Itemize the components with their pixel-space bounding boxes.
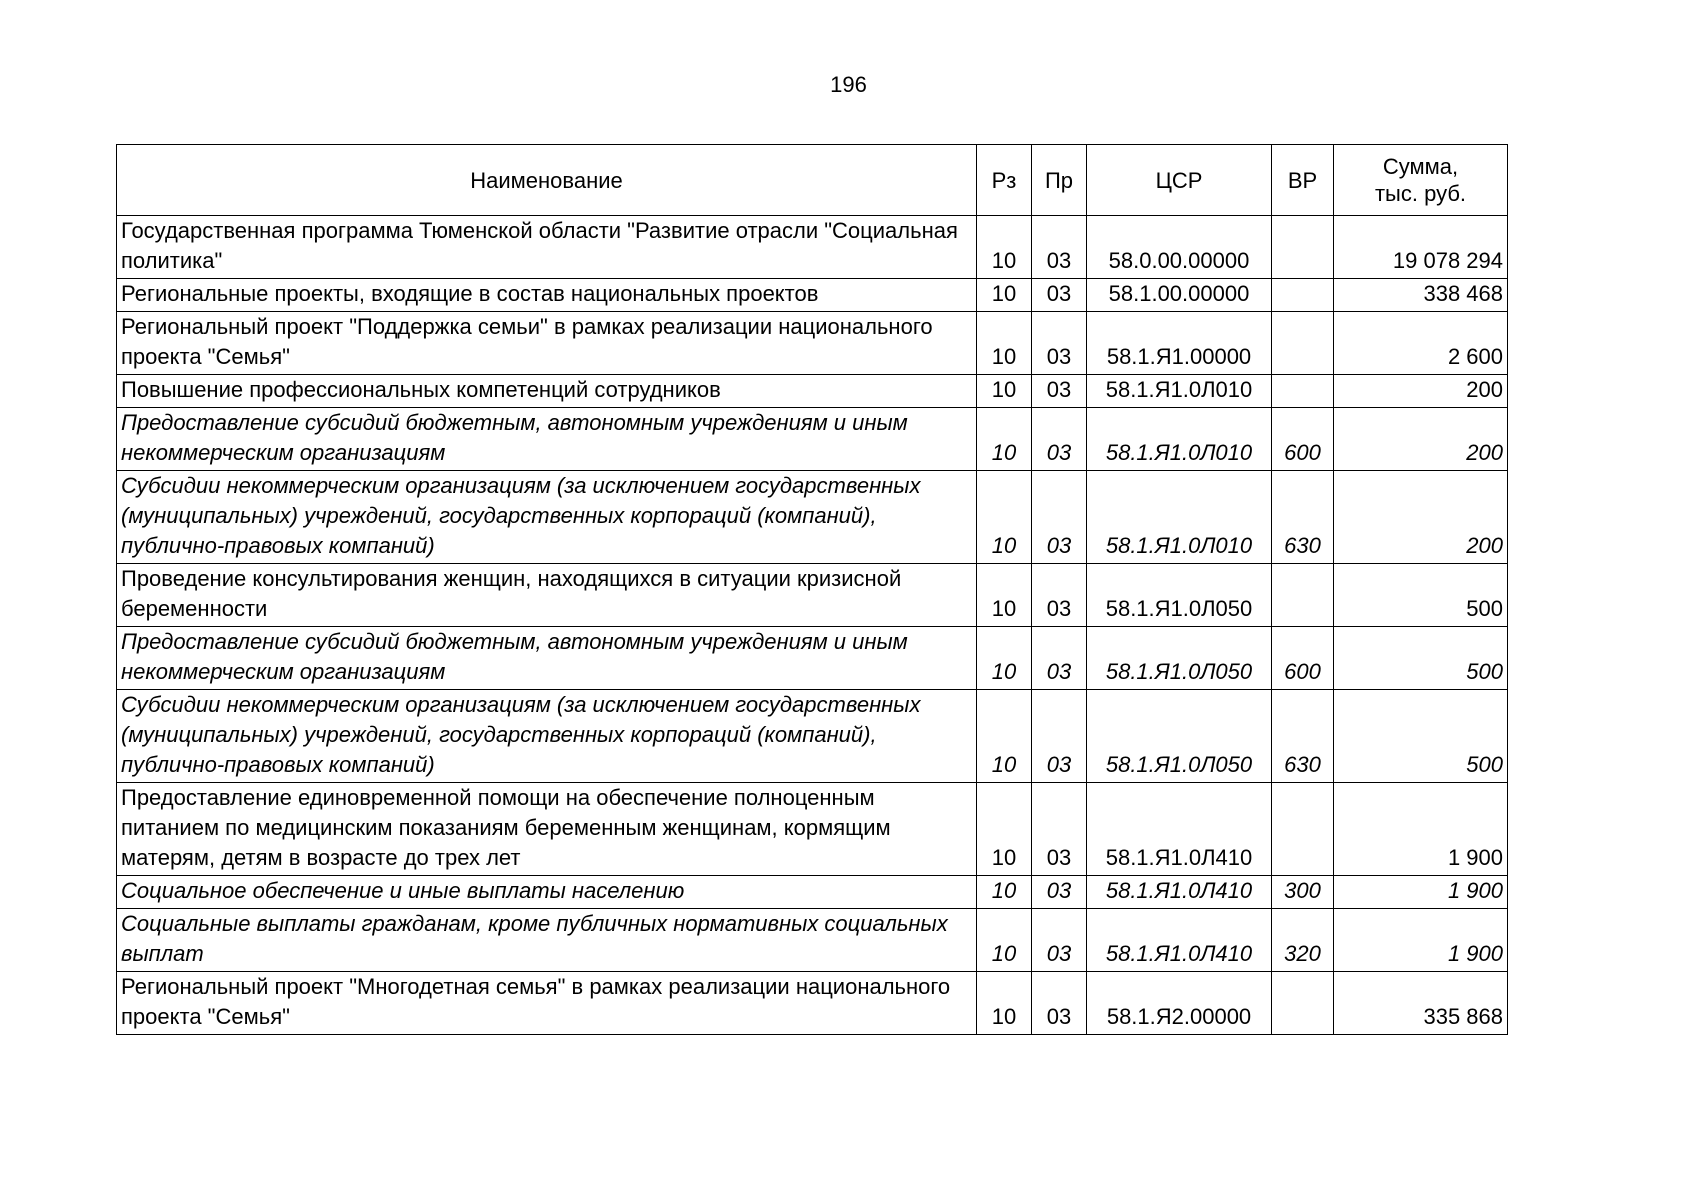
cell-sum: 200 — [1334, 471, 1508, 564]
cell-rz: 10 — [977, 216, 1032, 279]
cell-name: Повышение профессиональных компетенций сотрудников — [117, 375, 977, 408]
cell-sum: 500 — [1334, 690, 1508, 783]
cell-csr: 58.1.Я1.0Л050 — [1087, 690, 1272, 783]
cell-vr: 320 — [1272, 909, 1334, 972]
header-name: Наименование — [117, 145, 977, 216]
cell-csr: 58.1.Я1.0Л010 — [1087, 375, 1272, 408]
cell-name: Проведение консультирования женщин, находящихся в ситуации кризисной беременности — [117, 564, 977, 627]
header-sum-line2: тыс. руб. — [1374, 181, 1467, 206]
header-csr: ЦСР — [1087, 145, 1272, 216]
table-row — [117, 408, 1508, 471]
header-sum-line1: Сумма, — [1382, 154, 1459, 179]
table-header-row — [117, 145, 1508, 216]
table-row — [117, 972, 1508, 1035]
cell-csr: 58.1.Я1.0Л410 — [1087, 909, 1272, 972]
table-row — [117, 783, 1508, 876]
cell-sum: 335 868 — [1334, 972, 1508, 1035]
cell-sum: 1 900 — [1334, 876, 1508, 909]
budget-table — [116, 144, 1508, 1035]
cell-rz: 10 — [977, 408, 1032, 471]
table-body — [117, 216, 1508, 1035]
cell-sum: 1 900 — [1334, 783, 1508, 876]
cell-vr — [1272, 216, 1334, 279]
table-row — [117, 216, 1508, 279]
cell-name: Предоставление единовременной помощи на обеспечение полноценным питанием по медицинским показаниям беременным женщинам, кормящим матерям, детям в возрасте до трех лет — [117, 783, 977, 876]
cell-rz: 10 — [977, 783, 1032, 876]
table-row — [117, 471, 1508, 564]
cell-rz: 10 — [977, 279, 1032, 312]
table-row — [117, 876, 1508, 909]
cell-sum: 200 — [1334, 375, 1508, 408]
cell-name: Субсидии некоммерческим организациям (за исключением государственных (муниципальных) учреждений, государственных корпораций (компаний), публично-правовых компаний) — [117, 690, 977, 783]
cell-vr — [1272, 972, 1334, 1035]
cell-csr: 58.1.Я1.0Л050 — [1087, 564, 1272, 627]
cell-vr — [1272, 564, 1334, 627]
cell-name: Региональный проект "Многодетная семья" в рамках реализации национального проекта "Семья" — [117, 972, 977, 1035]
header-vr: ВР — [1272, 145, 1334, 216]
table-row — [117, 375, 1508, 408]
cell-sum: 19 078 294 — [1334, 216, 1508, 279]
table-row — [117, 312, 1508, 375]
cell-pr: 03 — [1032, 312, 1087, 375]
cell-name: Предоставление субсидий бюджетным, автономным учреждениям и иным некоммерческим организациям — [117, 627, 977, 690]
table-row — [117, 690, 1508, 783]
table-row — [117, 909, 1508, 972]
cell-rz: 10 — [977, 909, 1032, 972]
table-row — [117, 627, 1508, 690]
cell-pr: 03 — [1032, 876, 1087, 909]
cell-vr: 630 — [1272, 471, 1334, 564]
cell-vr: 630 — [1272, 690, 1334, 783]
cell-rz: 10 — [977, 876, 1032, 909]
cell-name: Предоставление субсидий бюджетным, автономным учреждениям и иным некоммерческим организациям — [117, 408, 977, 471]
page-number: 196 — [830, 72, 867, 97]
cell-sum: 1 900 — [1334, 909, 1508, 972]
cell-sum: 500 — [1334, 564, 1508, 627]
cell-pr: 03 — [1032, 783, 1087, 876]
cell-rz: 10 — [977, 375, 1032, 408]
cell-csr: 58.1.Я1.0Л410 — [1087, 876, 1272, 909]
cell-pr: 03 — [1032, 375, 1087, 408]
cell-rz: 10 — [977, 471, 1032, 564]
cell-sum: 500 — [1334, 627, 1508, 690]
cell-pr: 03 — [1032, 216, 1087, 279]
cell-csr: 58.1.Я1.0Л010 — [1087, 471, 1272, 564]
cell-vr: 600 — [1272, 408, 1334, 471]
cell-name: Региональные проекты, входящие в состав национальных проектов — [117, 279, 977, 312]
cell-sum: 200 — [1334, 408, 1508, 471]
cell-pr: 03 — [1032, 564, 1087, 627]
header-sum — [1334, 145, 1508, 216]
cell-csr: 58.1.Я1.0Л010 — [1087, 408, 1272, 471]
cell-name: Региональный проект "Поддержка семьи" в рамках реализации национального проекта "Семья" — [117, 312, 977, 375]
cell-vr — [1272, 279, 1334, 312]
cell-pr: 03 — [1032, 408, 1087, 471]
cell-csr: 58.1.00.00000 — [1087, 279, 1272, 312]
cell-sum: 338 468 — [1334, 279, 1508, 312]
cell-pr: 03 — [1032, 627, 1087, 690]
cell-vr: 300 — [1272, 876, 1334, 909]
header-rz: Рз — [977, 145, 1032, 216]
cell-pr: 03 — [1032, 909, 1087, 972]
cell-rz: 10 — [977, 627, 1032, 690]
cell-rz: 10 — [977, 690, 1032, 783]
cell-vr — [1272, 783, 1334, 876]
cell-csr: 58.1.Я1.00000 — [1087, 312, 1272, 375]
cell-vr — [1272, 375, 1334, 408]
cell-sum: 2 600 — [1334, 312, 1508, 375]
table-row — [117, 564, 1508, 627]
cell-csr: 58.1.Я1.0Л050 — [1087, 627, 1272, 690]
cell-pr: 03 — [1032, 972, 1087, 1035]
cell-name: Социальные выплаты гражданам, кроме публичных нормативных социальных выплат — [117, 909, 977, 972]
header-pr: Пр — [1032, 145, 1087, 216]
cell-pr: 03 — [1032, 690, 1087, 783]
cell-csr: 58.1.Я1.0Л410 — [1087, 783, 1272, 876]
cell-name: Государственная программа Тюменской области "Развитие отрасли "Социальная политика" — [117, 216, 977, 279]
cell-rz: 10 — [977, 312, 1032, 375]
cell-vr: 600 — [1272, 627, 1334, 690]
cell-rz: 10 — [977, 972, 1032, 1035]
cell-vr — [1272, 312, 1334, 375]
cell-pr: 03 — [1032, 279, 1087, 312]
cell-pr: 03 — [1032, 471, 1087, 564]
cell-csr: 58.1.Я2.00000 — [1087, 972, 1272, 1035]
table-row — [117, 279, 1508, 312]
cell-rz: 10 — [977, 564, 1032, 627]
cell-name: Субсидии некоммерческим организациям (за исключением государственных (муниципальных) учреждений, государственных корпораций (компаний), публично-правовых компаний) — [117, 471, 977, 564]
cell-csr: 58.0.00.00000 — [1087, 216, 1272, 279]
cell-name: Социальное обеспечение и иные выплаты населению — [117, 876, 977, 909]
